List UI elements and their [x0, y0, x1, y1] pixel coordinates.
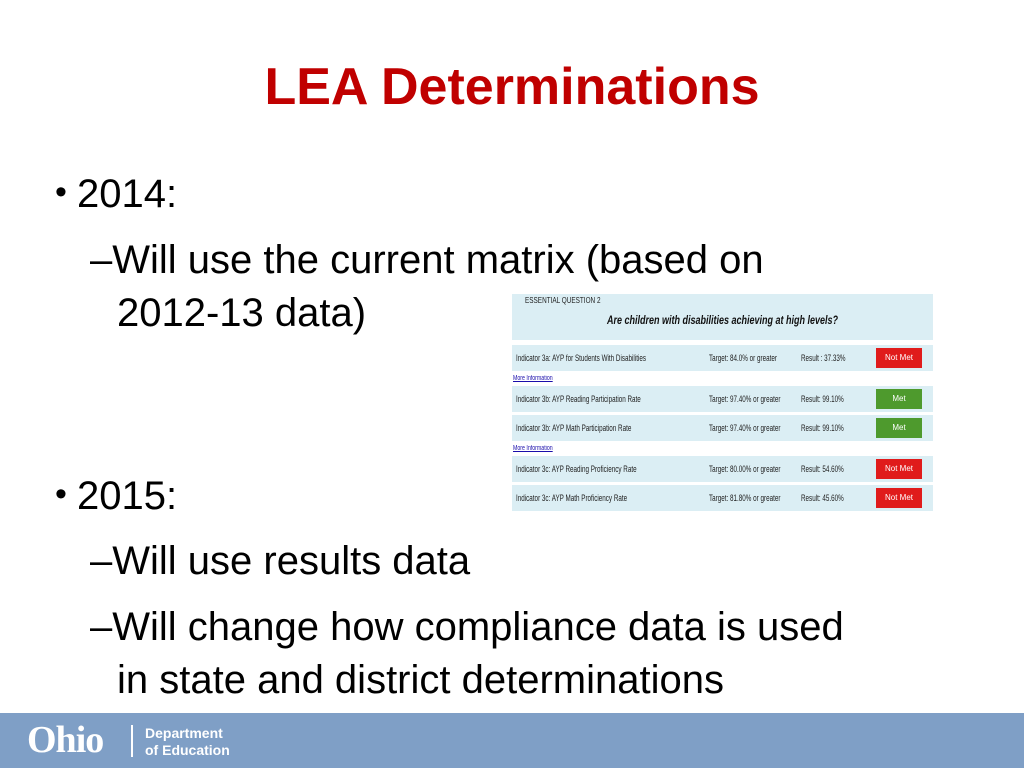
- indicator-row: [512, 415, 933, 441]
- indicator-name: Indicator 3c: AYP Reading Proficiency Rate: [516, 464, 637, 474]
- essential-question-text: Are children with disabilities achieving at high levels?: [606, 313, 839, 327]
- indicator-target: Target: 84.0% or greater: [709, 353, 777, 363]
- status-badge: Met: [876, 389, 922, 409]
- indicator-target: Target: 81.80% or greater: [709, 493, 781, 503]
- subitem-2015-compliance-line2: in state and district determinations: [117, 658, 724, 702]
- essential-question-header: [512, 294, 933, 340]
- indicator-result: Result: 99.10%: [801, 423, 844, 433]
- subitem-2015-results-line1: –Will use results data: [90, 539, 471, 583]
- ohio-logo: Ohio: [27, 719, 104, 761]
- essential-question-label: ESSENTIAL QUESTION 2: [525, 296, 601, 305]
- bullet-2015-glyph: •: [55, 475, 67, 513]
- footer-bar: [0, 713, 1024, 768]
- indicator-result: Result : 37.33%: [801, 353, 846, 363]
- embedded-results-screenshot: [511, 294, 934, 516]
- indicator-target: Target: 80.00% or greater: [709, 464, 781, 474]
- department-line2: of Education: [145, 742, 230, 758]
- subitem-2014-line1: –Will use the current matrix (based on: [90, 238, 764, 282]
- indicator-name: Indicator 3c: AYP Math Proficiency Rate: [516, 493, 628, 503]
- indicator-row: [512, 456, 933, 482]
- indicator-row: [512, 386, 933, 412]
- bullet-2014-label: 2014:: [77, 172, 178, 216]
- indicator-row: [512, 485, 933, 511]
- more-information-link[interactable]: More Information: [513, 375, 553, 382]
- indicator-target: Target: 97.40% or greater: [709, 394, 781, 404]
- department-name: [145, 725, 230, 759]
- more-information-link[interactable]: More Information: [513, 445, 553, 452]
- status-badge: Not Met: [876, 459, 922, 479]
- indicator-name: Indicator 3a: AYP for Students With Disabilities: [516, 353, 647, 363]
- bullet-2015-label: 2015:: [77, 474, 178, 518]
- status-badge: Met: [876, 418, 922, 438]
- logo-divider: [131, 725, 133, 757]
- indicator-row: [512, 345, 933, 371]
- indicator-result: Result: 45.60%: [801, 493, 844, 503]
- department-line1: Department: [145, 725, 223, 741]
- slide-title: LEA Determinations: [264, 58, 760, 116]
- indicator-name: Indicator 3b: AYP Reading Participation Rate: [516, 394, 641, 404]
- status-badge: Not Met: [876, 488, 922, 508]
- indicator-result: Result: 99.10%: [801, 394, 844, 404]
- bullet-2014-glyph: •: [55, 173, 67, 211]
- status-badge: Not Met: [876, 348, 922, 368]
- subitem-2015-compliance-line1: –Will change how compliance data is used: [90, 605, 844, 649]
- indicator-result: Result: 54.60%: [801, 464, 844, 474]
- indicator-name: Indicator 3b: AYP Math Participation Rate: [516, 423, 632, 433]
- indicator-target: Target: 97.40% or greater: [709, 423, 781, 433]
- subitem-2014-line2: 2012-13 data): [117, 291, 367, 335]
